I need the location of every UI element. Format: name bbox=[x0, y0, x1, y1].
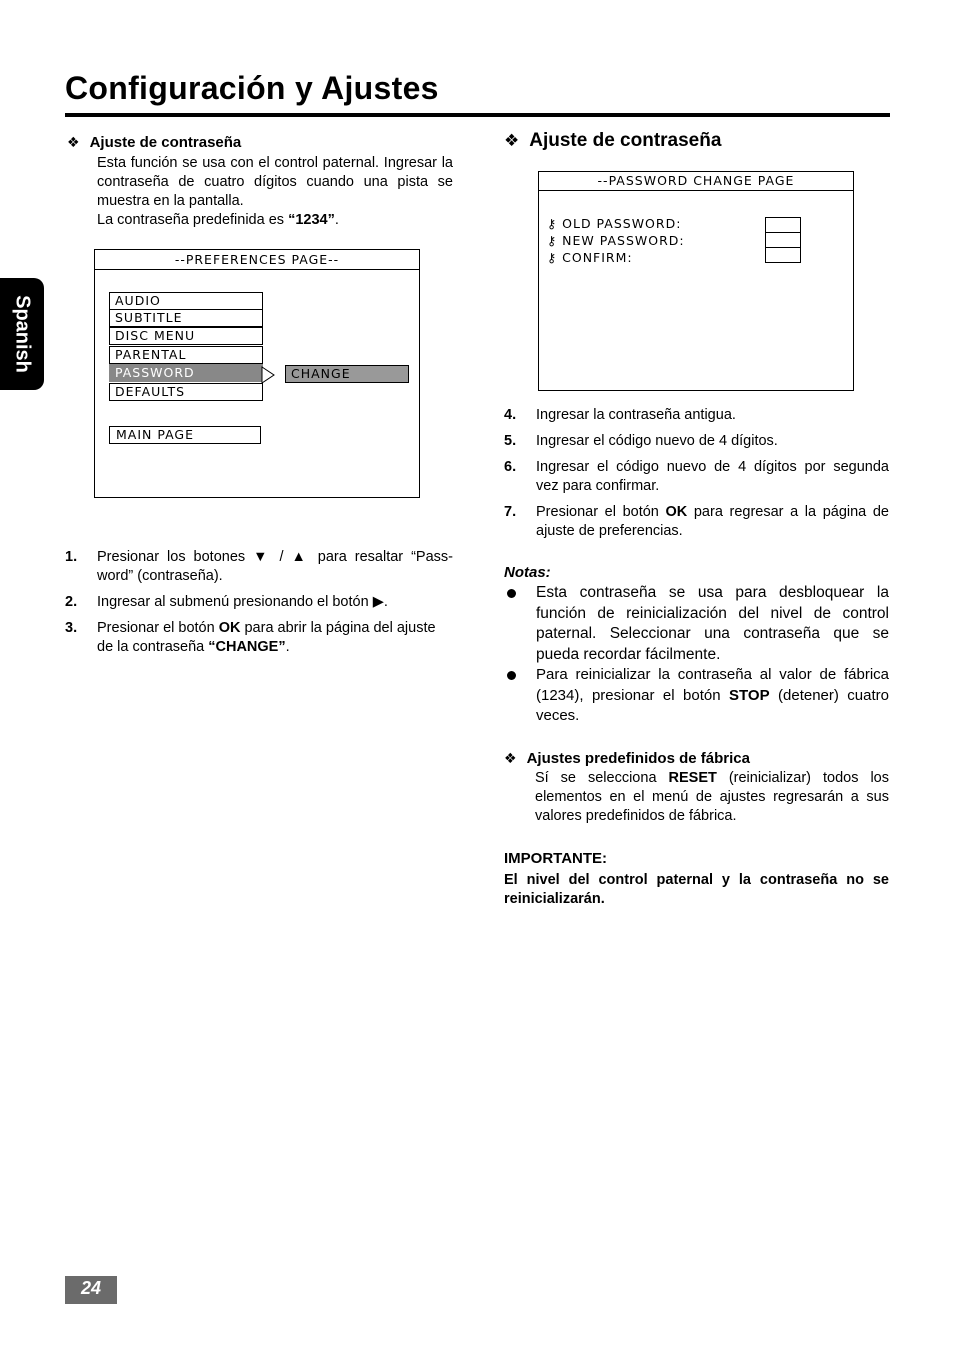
step-text-line: ajuste de preferencias. bbox=[536, 523, 683, 539]
step-number: 4. bbox=[504, 407, 517, 423]
step-text-part: / bbox=[271, 549, 292, 565]
step-3 bbox=[65, 619, 453, 659]
note-1 bbox=[536, 583, 889, 665]
main-page-button[interactable]: MAIN PAGE bbox=[109, 426, 261, 444]
step-text-part: de la contraseña bbox=[97, 639, 209, 655]
step-text bbox=[97, 619, 453, 657]
factory-title: Ajustes predefinidos de fábrica bbox=[526, 750, 750, 767]
right-section-title: Ajuste de contraseña bbox=[529, 130, 722, 151]
menu-item-audio[interactable]: AUDIO bbox=[109, 292, 263, 310]
default-prefix: La contraseña predefinida es bbox=[97, 212, 289, 228]
step-text bbox=[97, 548, 453, 586]
language-tab bbox=[0, 278, 44, 390]
confirm-label bbox=[547, 249, 685, 266]
default-suffix: . bbox=[334, 212, 339, 228]
default-password-line bbox=[97, 211, 453, 230]
step-text-part: Presionar el botón bbox=[536, 504, 666, 520]
right-arrow-icon: ▶ bbox=[372, 594, 384, 610]
note-line: veces. bbox=[536, 707, 580, 724]
note-line: Para reinicializar la contraseña al valor de fábrica bbox=[536, 666, 889, 683]
right-section-heading bbox=[504, 130, 721, 152]
key-icon: ⚷ bbox=[547, 216, 558, 231]
note-line: Esta contraseña se usa para desbloquear la bbox=[536, 584, 889, 601]
step-7 bbox=[504, 503, 889, 543]
diamond-bullet-icon: ❖ bbox=[504, 750, 517, 766]
stop-key: STOP bbox=[729, 686, 770, 704]
field-label: OLD PASSWORD: bbox=[562, 216, 682, 231]
osd-title: --PREFERENCES PAGE-- bbox=[95, 250, 419, 270]
confirm-password-input[interactable] bbox=[765, 247, 801, 263]
change-key: “CHANGE” bbox=[208, 639, 286, 655]
language-tab-label: Spanish bbox=[11, 295, 34, 373]
down-arrow-icon: ▼ bbox=[253, 549, 272, 565]
menu-item-subtitle[interactable]: SUBTITLE bbox=[109, 309, 263, 327]
password-fields bbox=[547, 215, 685, 266]
key-icon: ⚷ bbox=[547, 233, 558, 248]
step-6 bbox=[504, 458, 889, 498]
step-2 bbox=[65, 593, 453, 613]
bullet-dot-icon bbox=[507, 671, 516, 680]
ok-key: OK bbox=[665, 504, 688, 520]
step-text-end: . bbox=[383, 594, 388, 610]
step-text: Ingresar la contraseña antigua. bbox=[536, 407, 736, 423]
step-text-part: . bbox=[285, 639, 290, 655]
note-text-part: (1234), presionar el botón bbox=[536, 686, 729, 704]
old-password-input[interactable] bbox=[765, 217, 801, 233]
menu-item-password[interactable]: PASSWORD bbox=[109, 364, 263, 382]
intro-line: muestra en la pantalla. bbox=[97, 193, 244, 209]
submenu-arrow-icon bbox=[261, 366, 275, 384]
step-5 bbox=[504, 432, 889, 452]
title-rule bbox=[65, 113, 890, 117]
step-text-line: word” (contraseña). bbox=[97, 568, 223, 584]
submenu-change[interactable]: CHANGE bbox=[285, 365, 409, 383]
new-password-label bbox=[547, 232, 685, 249]
left-intro bbox=[97, 154, 453, 230]
factory-text-part: Sí se selecciona bbox=[535, 770, 669, 786]
page-number: 24 bbox=[65, 1276, 117, 1304]
intro-line: contraseña de cuatro dígitos cuando una pista se bbox=[97, 174, 453, 190]
new-password-input[interactable] bbox=[765, 232, 801, 248]
field-label: NEW PASSWORD: bbox=[562, 233, 685, 248]
step-number: 3. bbox=[65, 620, 78, 636]
note-line: paternal. Seleccionar una contraseña que se bbox=[536, 625, 889, 642]
factory-text bbox=[535, 769, 889, 826]
preferences-osd bbox=[94, 249, 420, 498]
note-line: pueda recordar fácilmente. bbox=[536, 645, 721, 663]
note-text-part: (detener) cuatro bbox=[769, 686, 889, 704]
step-text bbox=[536, 458, 889, 496]
old-password-label bbox=[547, 215, 685, 232]
step-number: 2. bbox=[65, 594, 78, 610]
step-text-part: para regresar a la página de bbox=[687, 504, 889, 520]
factory-line: elementos en el menú de ajustes regresarán a sus bbox=[535, 789, 889, 805]
page-title: Configuración y Ajustes bbox=[65, 70, 439, 106]
important-line: El nivel del control paternal y la contraseña no se bbox=[504, 872, 889, 888]
notes-title: Notas: bbox=[504, 564, 551, 581]
step-number: 7. bbox=[504, 504, 517, 520]
factory-heading bbox=[504, 750, 750, 767]
diamond-bullet-icon: ❖ bbox=[67, 134, 80, 150]
menu-item-disc-menu[interactable]: DISC MENU bbox=[109, 327, 263, 345]
note-2 bbox=[536, 665, 889, 727]
left-section-heading bbox=[67, 134, 241, 151]
note-line: función de reinicialización del nivel de control bbox=[536, 604, 889, 622]
step-text: Ingresar al submenú presionando el botón bbox=[97, 594, 373, 610]
step-text-line: Ingresar el código nuevo de 4 dígitos por segunda bbox=[536, 459, 889, 475]
step-number: 5. bbox=[504, 433, 517, 449]
key-icon: ⚷ bbox=[547, 250, 558, 265]
ok-key: OK bbox=[218, 620, 241, 636]
step-number: 6. bbox=[504, 459, 517, 475]
important-text bbox=[504, 871, 889, 909]
diamond-bullet-icon: ❖ bbox=[504, 131, 520, 150]
step-text-part: Presionar los botones bbox=[97, 549, 254, 565]
important-title: IMPORTANTE: bbox=[504, 850, 608, 867]
default-value: “1234” bbox=[288, 212, 335, 228]
step-4 bbox=[504, 406, 889, 426]
password-change-osd bbox=[538, 171, 854, 391]
step-text-part: para abrir la página del ajuste bbox=[240, 620, 436, 636]
reset-key: RESET bbox=[668, 770, 717, 786]
step-text: Ingresar el código nuevo de 4 dígitos. bbox=[536, 433, 778, 449]
intro-line: Esta función se usa con el control paternal. Ingresar la bbox=[97, 155, 453, 171]
important-line: reinicializarán. bbox=[504, 891, 605, 907]
bullet-dot-icon bbox=[507, 589, 516, 598]
step-1 bbox=[65, 548, 453, 588]
step-text bbox=[536, 503, 889, 541]
step-text-part: Presionar el botón bbox=[97, 620, 219, 636]
step-text-line: vez para confirmar. bbox=[536, 478, 660, 494]
factory-text-part: (reinicializar) todos los bbox=[716, 770, 889, 786]
menu-item-defaults[interactable]: DEFAULTS bbox=[109, 383, 263, 401]
menu-item-parental[interactable]: PARENTAL bbox=[109, 346, 263, 364]
osd-title: --PASSWORD CHANGE PAGE bbox=[539, 172, 853, 191]
step-text-part: para resaltar “Pass- bbox=[309, 549, 453, 565]
field-label: CONFIRM: bbox=[562, 250, 633, 265]
up-arrow-icon: ▲ bbox=[291, 549, 310, 565]
left-section-title: Ajuste de contraseña bbox=[89, 134, 242, 151]
factory-line: valores predefinidos de fábrica. bbox=[535, 808, 737, 824]
step-number: 1. bbox=[65, 549, 78, 565]
